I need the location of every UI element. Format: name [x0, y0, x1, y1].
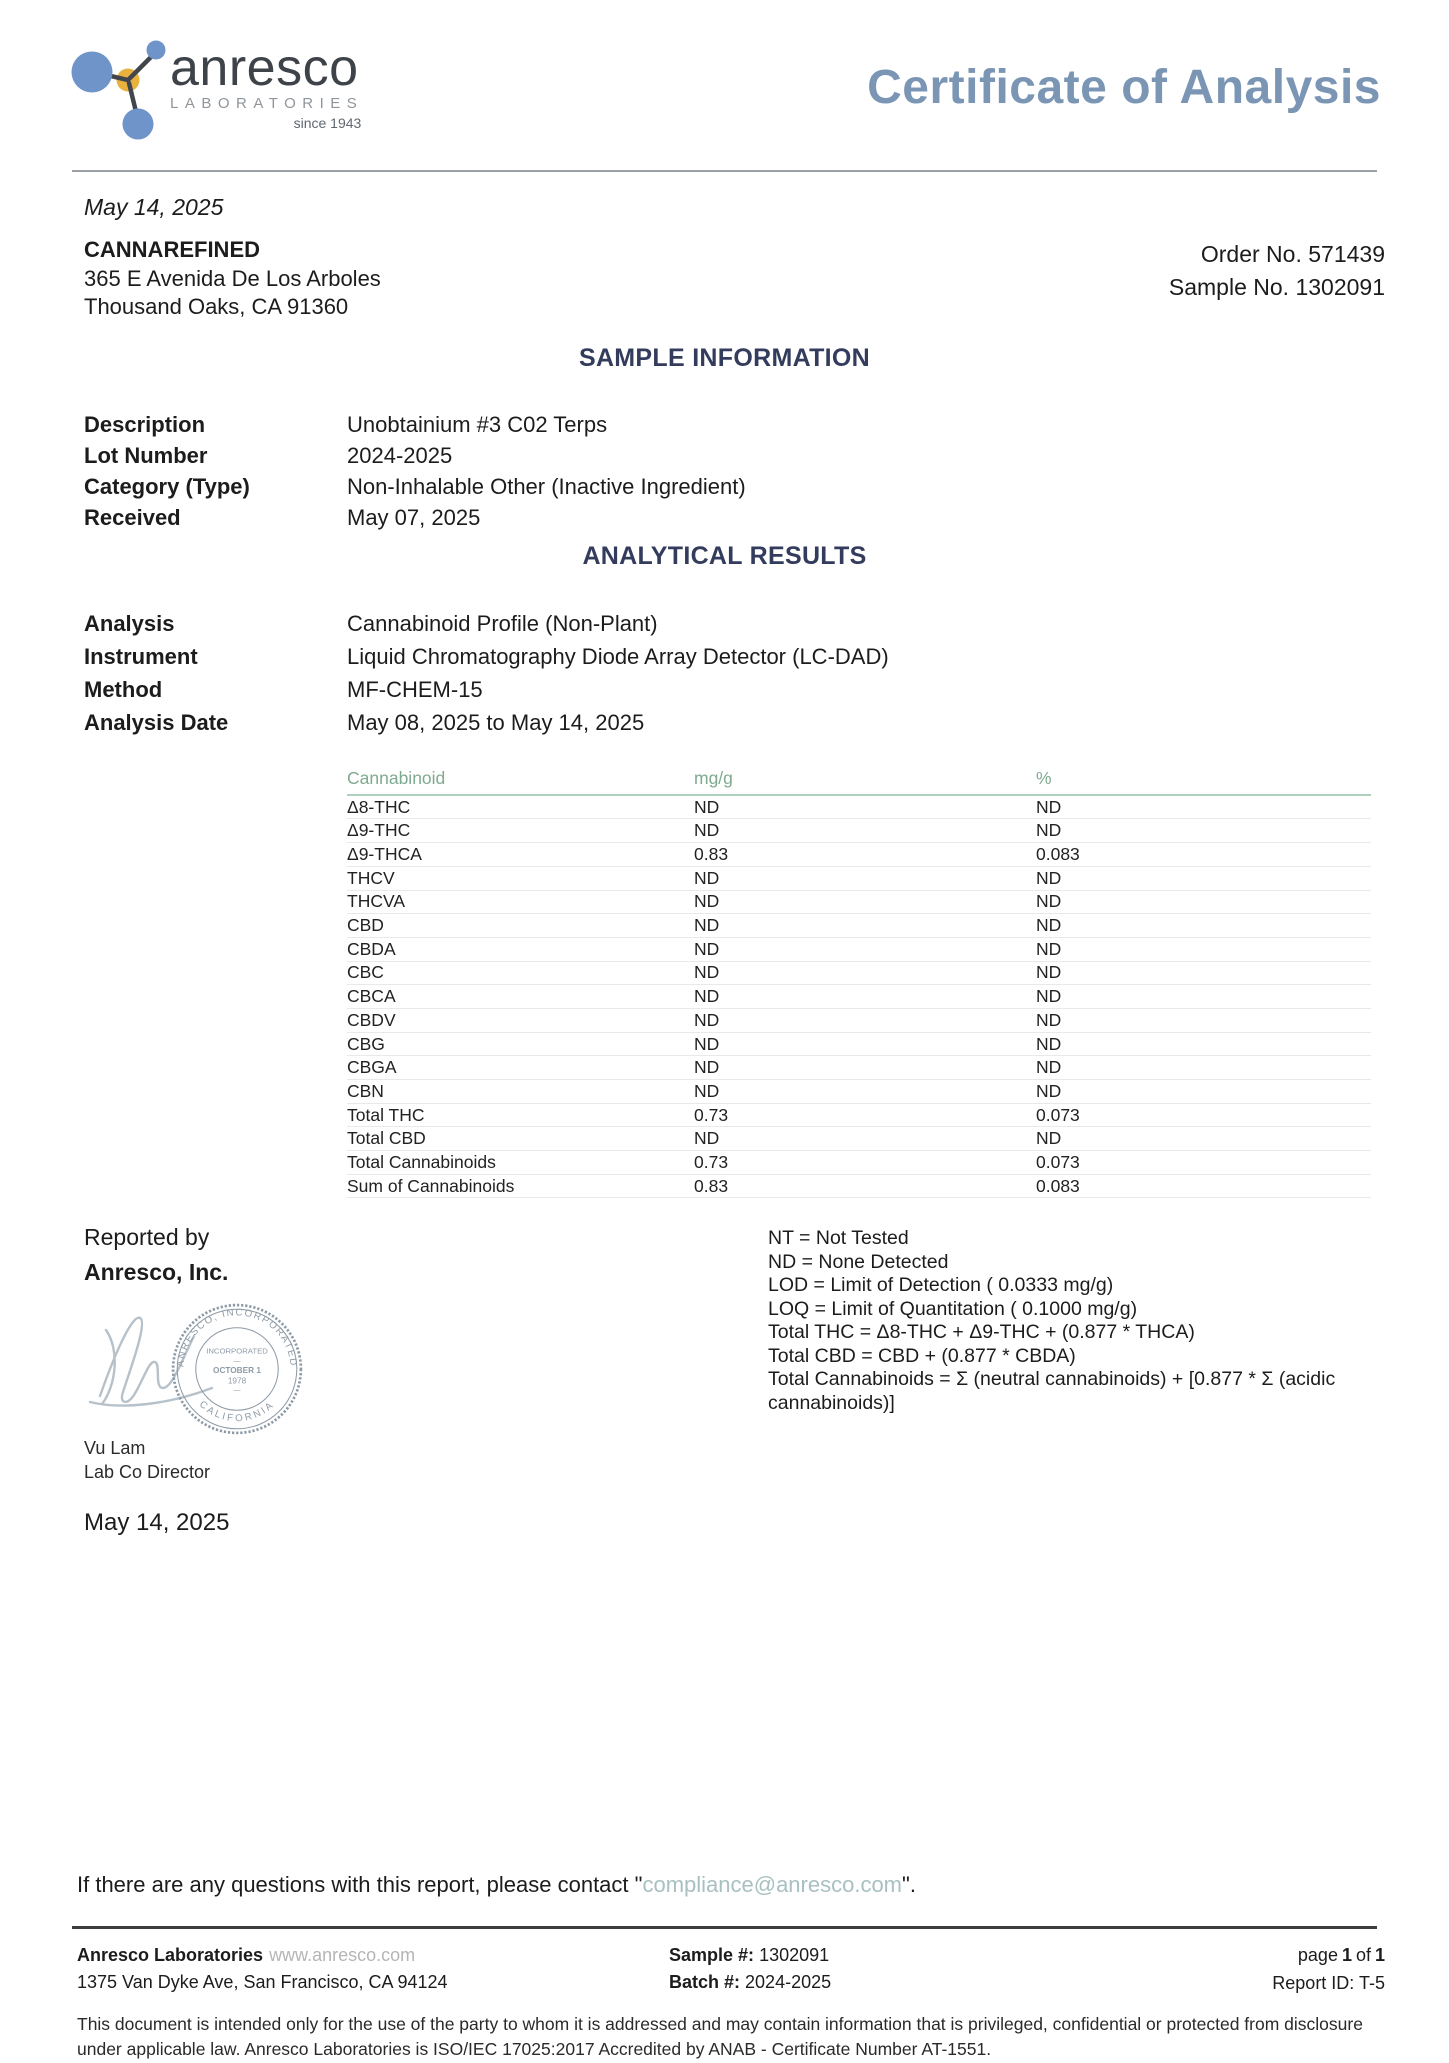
cell-mgg: ND [694, 1033, 720, 1054]
signature-block [84, 1224, 768, 1537]
client-block [84, 236, 381, 322]
table-header-row [347, 765, 1371, 796]
footer [77, 1942, 1385, 1998]
column-header-cannabinoid: Cannabinoid [347, 767, 446, 788]
legend-line: NT = Not Tested [768, 1227, 909, 1250]
logo-subtitle: LABORATORIES [170, 95, 364, 112]
page-of-word: of [1355, 1945, 1371, 1965]
table-row [347, 1080, 1371, 1104]
svg-text:OCTOBER 1: OCTOBER 1 [213, 1366, 261, 1376]
cell-mgg: ND [694, 1080, 720, 1101]
field-row [84, 440, 1381, 471]
page-word: page [1297, 1945, 1338, 1965]
svg-text:ANRESCO, INCORPORATED: ANRESCO, INCORPORATED [175, 1307, 299, 1369]
cell-analyte: CBDA [347, 938, 396, 959]
cell-percent: ND [1036, 1080, 1062, 1101]
svg-text:—: — [233, 1386, 241, 1396]
cell-analyte: Total CBD [347, 1128, 426, 1149]
column-header-mgg: mg/g [694, 767, 733, 788]
cell-analyte: CBN [347, 1080, 384, 1101]
sample-information-fields [84, 409, 1381, 533]
cell-analyte: CBGA [347, 1057, 397, 1078]
cell-mgg: 0.73 [694, 1151, 729, 1172]
table-row [347, 1127, 1371, 1151]
signer-name: Vu Lam [84, 1438, 146, 1459]
field-value: Liquid Chromatography Diode Array Detector (LC-DAD) [347, 643, 889, 669]
field-value: Cannabinoid Profile (Non-Plant) [347, 610, 658, 636]
field-row [84, 409, 1381, 440]
cell-percent: 0.073 [1036, 1104, 1080, 1125]
client-name: CANNAREFINED [84, 237, 260, 262]
cell-mgg: ND [694, 1128, 720, 1149]
cell-mgg: ND [694, 796, 720, 817]
cell-mgg: ND [694, 986, 720, 1007]
page-number: 1 [1341, 1945, 1352, 1965]
signer-title: Lab Co Director [84, 1462, 211, 1483]
contact-prefix: If there are any questions with this report, please contact " [77, 1872, 643, 1897]
signature-date: May 14, 2025 [84, 1509, 230, 1537]
field-value: MF-CHEM-15 [347, 676, 483, 702]
disclaimer-line1: This document is intended only for the use of the party to whom it is addressed and may contain information that is privileged, confidential or protected from disclosure [77, 2013, 1363, 2034]
page-indicator [1272, 1942, 1385, 1970]
table-row [347, 938, 1371, 962]
cell-mgg: ND [694, 915, 720, 936]
analytical-results-fields [84, 607, 1381, 739]
report-id: Report ID: T-5 [1272, 1972, 1385, 1993]
field-row [84, 607, 1381, 640]
order-number: Order No. 571439 [1200, 241, 1385, 267]
table-row [347, 914, 1371, 938]
signature-and-legend [84, 1224, 1381, 1537]
cell-percent: ND [1036, 867, 1062, 888]
cell-mgg: 0.83 [694, 1175, 729, 1196]
cell-mgg: ND [694, 1009, 720, 1030]
header [0, 0, 1449, 170]
cell-analyte: THCV [347, 867, 395, 888]
field-label: Analysis [84, 610, 175, 636]
sample-number: Sample No. 1302091 [1168, 273, 1385, 300]
table-row [347, 985, 1371, 1009]
field-label: Instrument [84, 643, 198, 669]
field-value: Non-Inhalable Other (Inactive Ingredient) [347, 473, 746, 499]
footer-divider [72, 1926, 1377, 1929]
signature-area [84, 1294, 768, 1442]
footer-lab-address: 1375 Van Dyke Ave, San Francisco, CA 94124 [77, 1972, 448, 1992]
svg-text:CALIFORNIA: CALIFORNIA [196, 1399, 278, 1425]
cell-analyte: CBG [347, 1033, 385, 1054]
cell-percent: ND [1036, 820, 1062, 841]
cell-analyte: CBDV [347, 1009, 396, 1030]
field-label: Received [84, 504, 181, 530]
field-value: May 08, 2025 to May 14, 2025 [347, 709, 645, 735]
cannabinoid-table [347, 765, 1371, 1199]
cell-mgg: ND [694, 962, 720, 983]
cell-analyte: THCVA [347, 891, 406, 912]
footer-website-link[interactable]: www.anresco.com [269, 1945, 416, 1965]
table-row [347, 1104, 1371, 1128]
disclaimer-line2: under applicable law. Anresco Laboratories is ISO/IEC 17025:2017 Accredited by ANAB - Certificate Number AT-1551. [77, 2039, 992, 2060]
cell-percent: ND [1036, 796, 1062, 817]
reporting-company: Anresco, Inc. [84, 1259, 229, 1286]
legend-line: LOD = Limit of Detection ( 0.0333 mg/g) [768, 1274, 1114, 1297]
header-divider [72, 170, 1377, 172]
cell-percent: ND [1036, 986, 1062, 1007]
field-value: 2024-2025 [347, 442, 453, 468]
footer-lab-info [77, 1942, 509, 1998]
cell-mgg: ND [694, 820, 720, 841]
cell-analyte: Total THC [347, 1104, 425, 1125]
contact-suffix: ". [902, 1872, 916, 1897]
client-address-line2: Thousand Oaks, CA 91360 [84, 294, 349, 320]
legend-line: ND = None Detected [768, 1250, 949, 1273]
legend-line: LOQ = Limit of Quantitation ( 0.1000 mg/g) [768, 1297, 1138, 1320]
cell-mgg: ND [694, 867, 720, 888]
cell-percent: 0.083 [1036, 1175, 1080, 1196]
footer-sample-label: Sample #: [669, 1945, 755, 1965]
table-row [347, 962, 1371, 986]
table-row [347, 819, 1371, 843]
table-row [347, 796, 1371, 820]
cell-percent: 0.083 [1036, 844, 1080, 864]
analytical-results-heading: ANALYTICAL RESULTS [582, 541, 867, 570]
svg-text:1978: 1978 [227, 1376, 247, 1386]
cell-analyte: Total Cannabinoids [347, 1151, 496, 1172]
field-label: Analysis Date [84, 709, 229, 735]
legend-line: Total THC = Δ8-THC + Δ9-THC + (0.877 * THCA) [768, 1321, 1195, 1344]
cell-percent: ND [1036, 938, 1062, 959]
table-row [347, 891, 1371, 915]
cell-analyte: Δ8-THC [347, 796, 411, 817]
footer-page-info [1272, 1942, 1385, 1998]
cell-analyte: Δ9-THC [347, 820, 411, 841]
cell-mgg: ND [694, 891, 720, 912]
footer-company-name: Anresco Laboratories [77, 1945, 264, 1965]
table-row [347, 1151, 1371, 1175]
table-row [347, 1009, 1371, 1033]
cell-mgg: 0.73 [694, 1104, 729, 1125]
field-row [84, 502, 1381, 533]
svg-text:—: — [233, 1356, 241, 1366]
cell-percent: ND [1036, 1033, 1062, 1054]
footer-batch-label: Batch #: [669, 1972, 741, 1992]
address-row [84, 236, 1385, 322]
table-row [347, 1033, 1371, 1057]
legend-line: Total Cannabinoids = Σ (neutral cannabinoids) + [0.877 * Σ (acidic cannabinoids)] [768, 1368, 1336, 1414]
anresco-stamp-icon [170, 1302, 304, 1441]
cell-percent: 0.073 [1036, 1151, 1080, 1172]
anresco-logo [70, 34, 363, 151]
cell-percent: ND [1036, 1009, 1062, 1030]
cell-analyte: Sum of Cannabinoids [347, 1175, 515, 1196]
cell-analyte: CBCA [347, 986, 396, 1007]
cell-analyte: CBC [347, 962, 384, 983]
cell-percent: ND [1036, 962, 1062, 983]
cell-percent: ND [1036, 1057, 1062, 1078]
svg-text:INCORPORATED: INCORPORATED [206, 1347, 268, 1357]
field-row [84, 640, 1381, 673]
table-body [347, 796, 1371, 1199]
cell-analyte: Δ9-THCA [347, 844, 422, 864]
cell-percent: ND [1036, 1128, 1062, 1149]
field-row [84, 471, 1381, 502]
results-legend [768, 1224, 1381, 1415]
field-value: May 07, 2025 [347, 504, 481, 530]
logo-wordmark: anresco [170, 39, 359, 97]
disclaimer [77, 2012, 1389, 2063]
logo-tagline: since 1943 [293, 115, 362, 131]
cell-mgg: 0.83 [694, 844, 729, 864]
logo-text [170, 34, 363, 151]
field-label: Description [84, 411, 206, 437]
table-row [347, 867, 1371, 891]
table-row [347, 1056, 1371, 1080]
table-row [347, 843, 1371, 867]
document-title: Certificate of Analysis [867, 61, 1381, 114]
footer-sample-value: 1302091 [759, 1945, 830, 1965]
cell-mgg: ND [694, 938, 720, 959]
report-date: May 14, 2025 [84, 194, 224, 220]
field-row [84, 673, 1381, 706]
contact-line [77, 1872, 1381, 1898]
cell-percent: ND [1036, 891, 1062, 912]
compliance-email-link[interactable]: compliance@anresco.com [642, 1872, 903, 1897]
cell-mgg: ND [694, 1057, 720, 1078]
reported-by-label: Reported by [84, 1224, 210, 1251]
cell-percent: ND [1036, 915, 1062, 936]
footer-sample-info [669, 1942, 1272, 1998]
order-block [1169, 236, 1385, 322]
table-row [347, 1175, 1371, 1199]
sample-information-heading: SAMPLE INFORMATION [578, 343, 871, 372]
molecule-icon [70, 34, 166, 151]
column-header-percent: % [1036, 767, 1052, 788]
field-value: Unobtainium #3 C02 Terps [347, 411, 608, 437]
field-label: Category (Type) [84, 473, 250, 499]
page-total: 1 [1374, 1945, 1385, 1965]
cell-analyte: CBD [347, 915, 384, 936]
field-label: Method [84, 676, 163, 702]
legend-line: Total CBD = CBD + (0.877 * CBDA) [768, 1344, 1076, 1367]
footer-batch-value: 2024-2025 [745, 1972, 832, 1992]
page-bottom [0, 1872, 1449, 2063]
field-row [84, 706, 1381, 739]
client-address-line1: 365 E Avenida De Los Arboles [84, 265, 381, 291]
field-label: Lot Number [84, 442, 208, 468]
